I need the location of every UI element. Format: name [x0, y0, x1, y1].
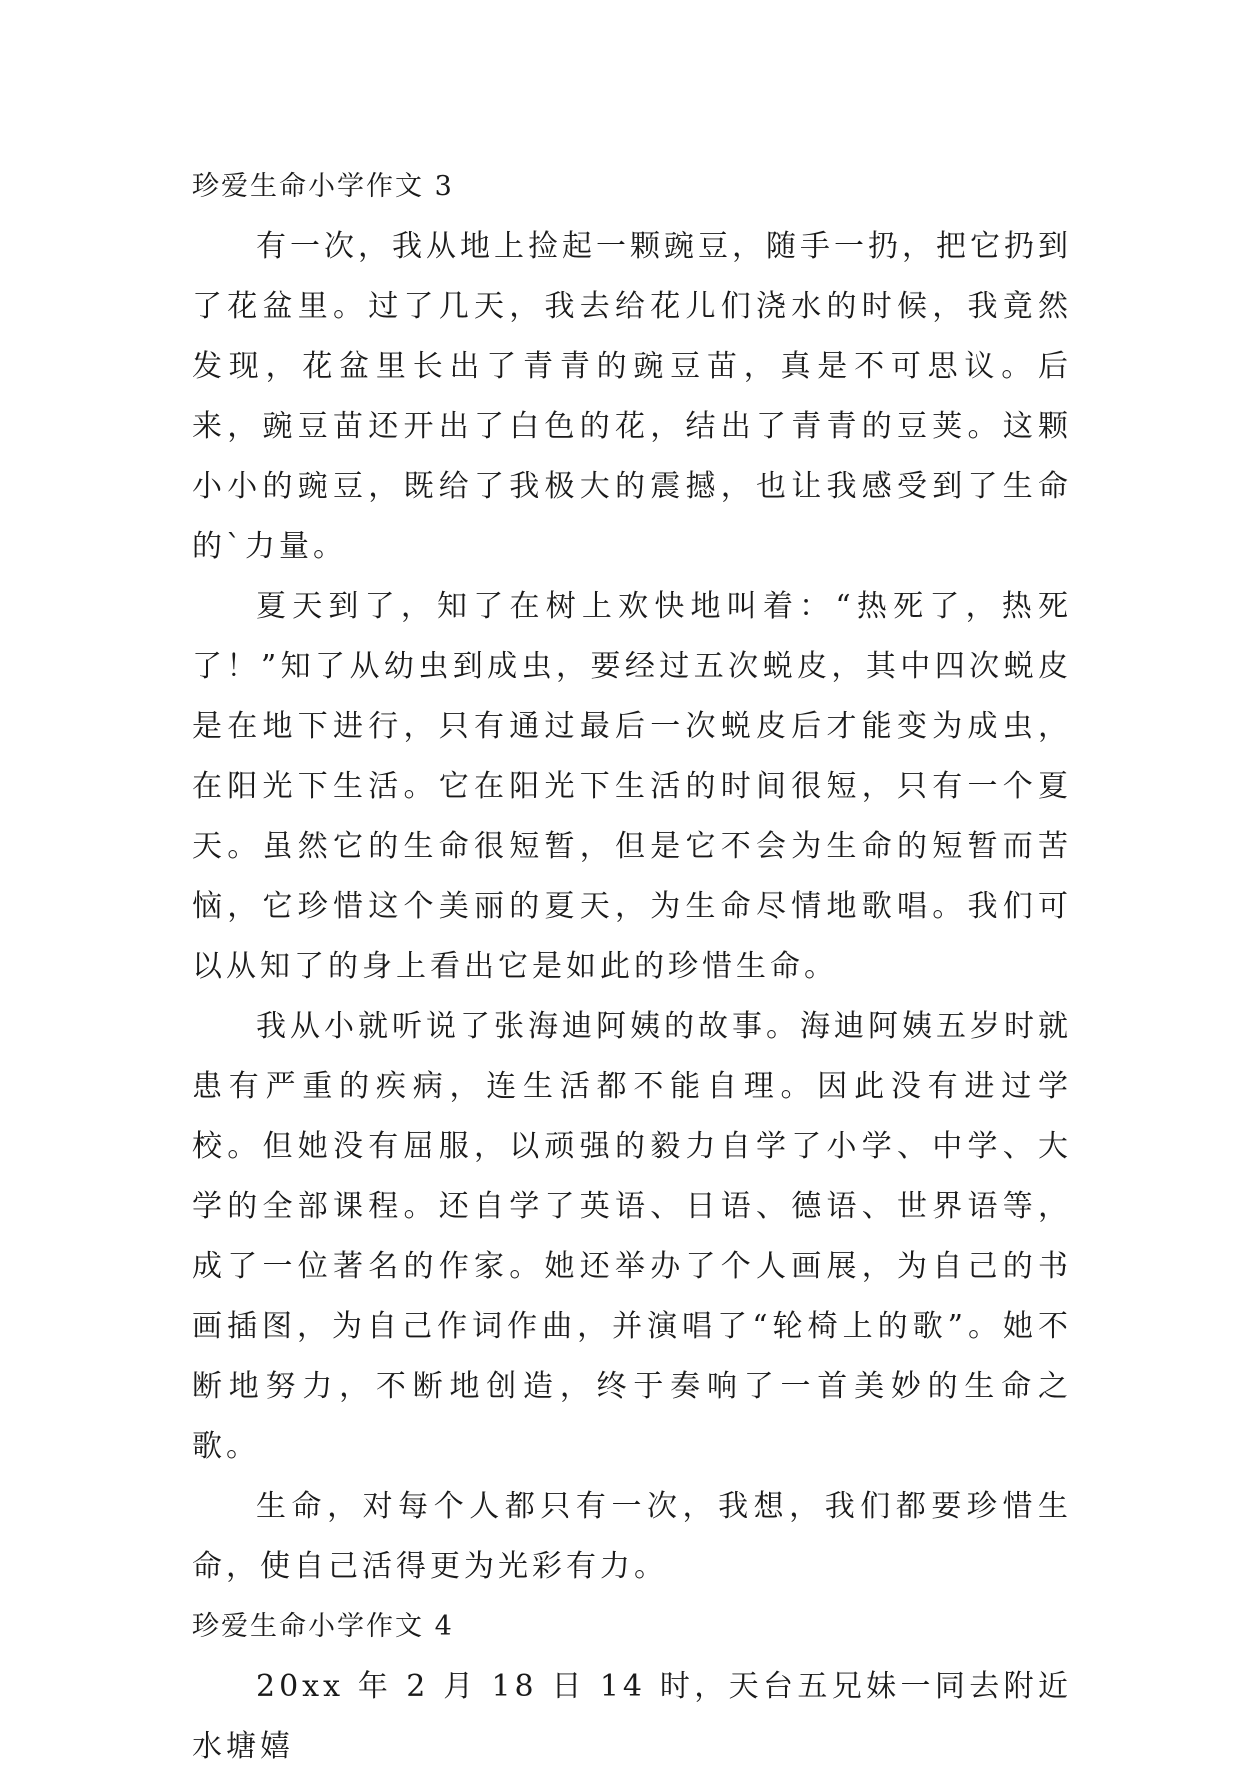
- paragraph: 夏天到了，知了在树上欢快地叫着：“热死了，热死了！”知了从幼虫到成虫，要经过五次蜕皮，其中四次蜕皮是在地下进行，只有通过最后一次蜕皮后才能变为成虫，在阳光下生活。它在阳光下生活的时间很短，只有一个夏天。虽然它的生命很短暂，但是它不会为生命的短暂而苦恼，它珍惜这个美丽的夏天，为生命尽情地歌唱。我们可以从知了的身上看出它是如此的珍惜生命。: [192, 589, 1072, 984]
- paragraph: 我从小就听说了张海迪阿姨的故事。海迪阿姨五岁时就患有严重的疾病，连生活都不能自理。因此没有进过学校。但她没有屈服，以顽强的毅力自学了小学、中学、大学的全部课程。还自学了英语、日语、德语、世界语等，成了一位著名的作家。她还举办了个人画展，为自己的书画插图，为自己作词作曲，并演唱了“轮椅上的歌”。她不断地努力，不断地创造，终于奏响了一首美妙的生命之歌。: [192, 1009, 1072, 1464]
- section-heading: 珍爱生命小学作文 4: [192, 1611, 454, 1642]
- section-heading: 珍爱生命小学作文 3: [192, 171, 454, 202]
- paragraph: 20xx 年 2 月 18 日 14 时，天台五兄妹一同去附近水塘嬉: [192, 1669, 1072, 1764]
- paragraph: 生命，对每个人都只有一次，我想，我们都要珍惜生命，使自己活得更为光彩有力。: [192, 1489, 1072, 1584]
- paragraph: 有一次，我从地上捡起一颗豌豆，随手一扔，把它扔到了花盆里。过了几天，我去给花儿们浇水的时候，我竟然发现，花盆里长出了青青的豌豆苗，真是不可思议。后来，豌豆苗还开出了白色的花，结出了青青的豆荚。这颗小小的豌豆，既给了我极大的震撼，也让我感受到了生命的`力量。: [192, 229, 1072, 564]
- document-body: [192, 157, 1072, 1777]
